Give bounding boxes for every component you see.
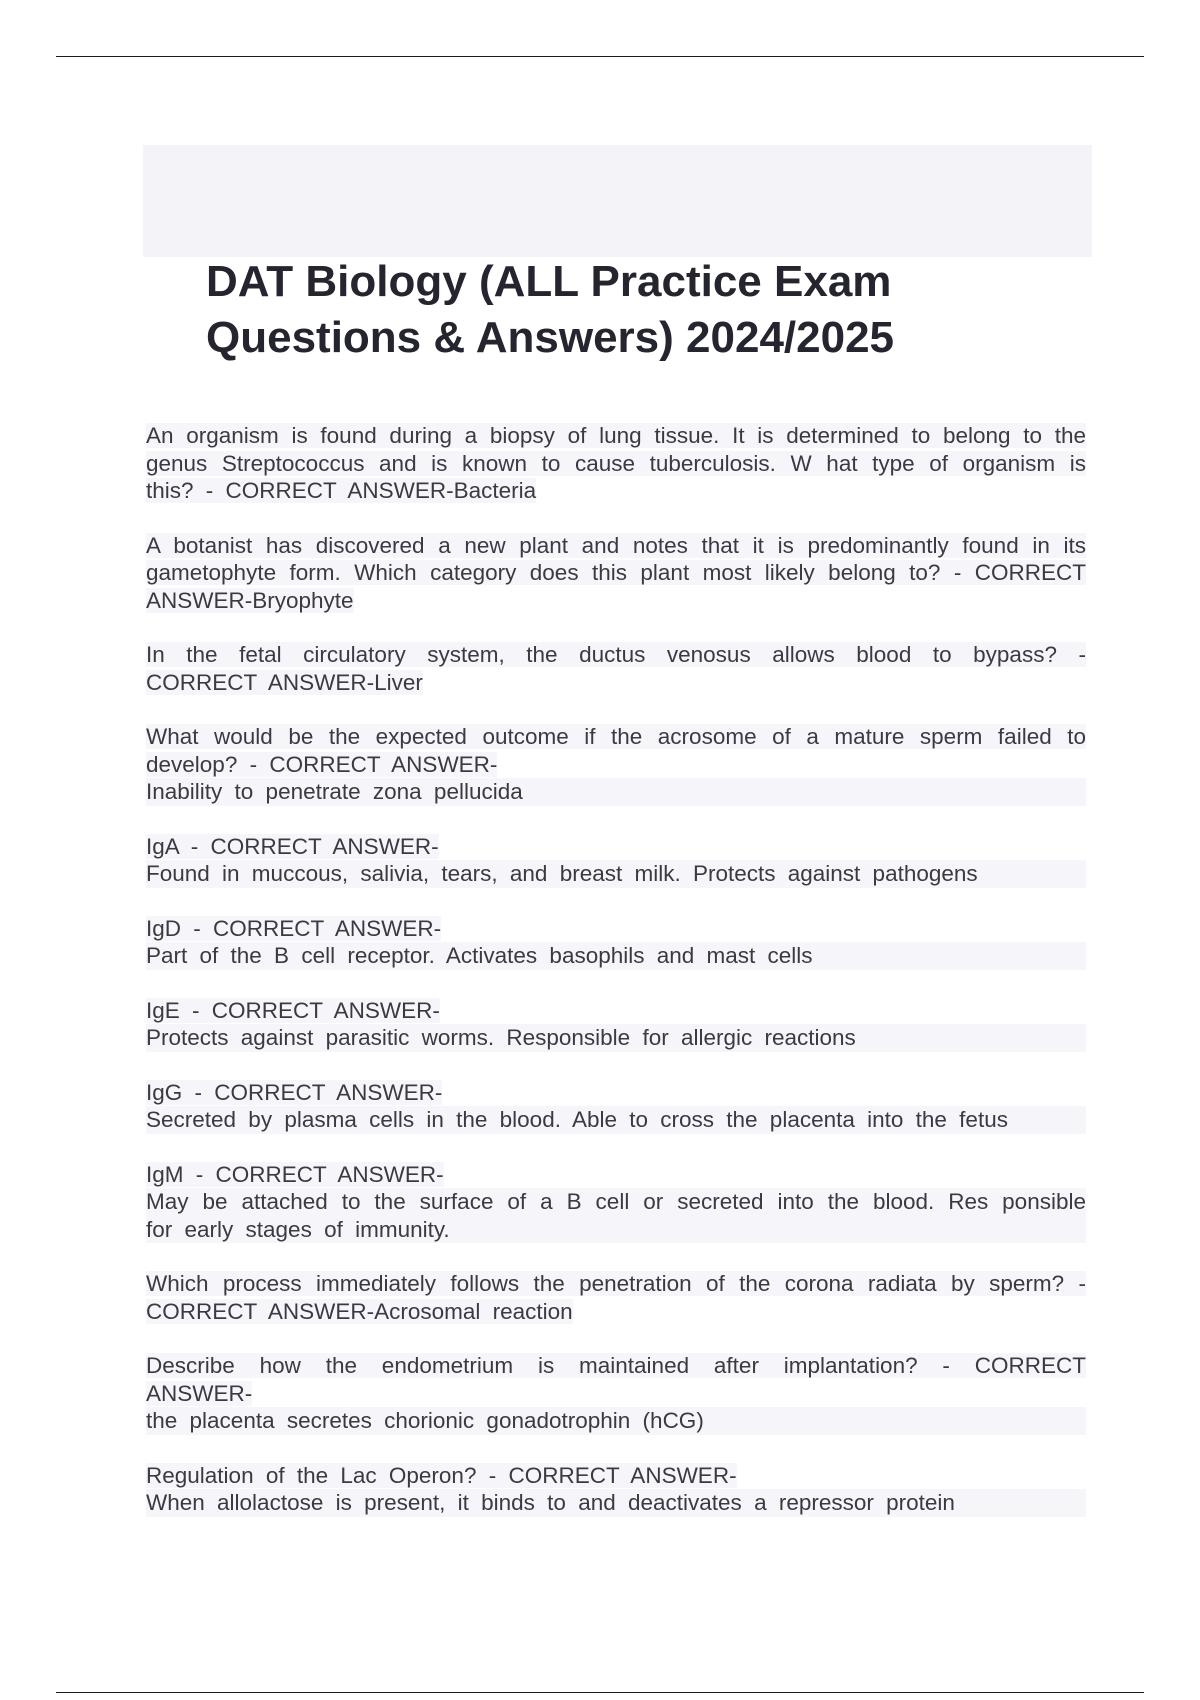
question-text: In the fetal circulatory system, the ductus venosus allows blood to bypass? - CORRECT ANSWER-Liver bbox=[146, 642, 1086, 695]
question-text: IgD - CORRECT ANSWER- bbox=[146, 915, 442, 941]
top-rule bbox=[56, 56, 1144, 57]
qa-item bbox=[146, 1079, 1086, 1134]
qa-item bbox=[146, 641, 1086, 696]
qa-item bbox=[146, 422, 1086, 505]
qa-list bbox=[146, 422, 1086, 1544]
answer-text: Found in muccous, salivia, tears, and breast milk. Protects against pathogens bbox=[146, 860, 1086, 888]
answer-text: Protects against parasitic worms. Responsible for allergic reactions bbox=[146, 1024, 1086, 1052]
document-title bbox=[206, 254, 1106, 366]
answer-text: the placenta secretes chorionic gonadotrophin (hCG) bbox=[146, 1407, 1086, 1435]
question-text: What would be the expected outcome if the acrosome of a mature sperm failed to develop? - CORRECT ANSWER- bbox=[146, 724, 1086, 777]
qa-item bbox=[146, 532, 1086, 615]
answer-text: Part of the B cell receptor. Activates basophils and mast cells bbox=[146, 942, 1086, 970]
qa-item bbox=[146, 1352, 1086, 1435]
question-text: Which process immediately follows the penetration of the corona radiata by sperm? - CORRECT ANSWER-Acrosomal reaction bbox=[146, 1271, 1086, 1324]
question-text: IgA - CORRECT ANSWER- bbox=[146, 833, 439, 859]
header-banner bbox=[143, 145, 1092, 257]
answer-text: Inability to penetrate zona pellucida bbox=[146, 778, 1086, 806]
qa-item bbox=[146, 723, 1086, 806]
answer-text: May be attached to the surface of a B cell or secreted into the blood. Res ponsible for early stages of immunity. bbox=[146, 1189, 1086, 1242]
qa-item bbox=[146, 833, 1086, 888]
question-text: IgG - CORRECT ANSWER- bbox=[146, 1079, 443, 1105]
qa-item bbox=[146, 997, 1086, 1052]
question-text: Describe how the endometrium is maintained after implantation? - CORRECT ANSWER- bbox=[146, 1353, 1086, 1406]
title-line-1: DAT Biology (ALL Practice Exam bbox=[206, 257, 892, 306]
bottom-rule bbox=[56, 1692, 1144, 1693]
question-text: IgM - CORRECT ANSWER- bbox=[146, 1161, 444, 1187]
qa-item bbox=[146, 1270, 1086, 1325]
qa-item bbox=[146, 915, 1086, 970]
answer-text: Secreted by plasma cells in the blood. Able to cross the placenta into the fetus bbox=[146, 1106, 1086, 1134]
question-text: Regulation of the Lac Operon? - CORRECT ANSWER- bbox=[146, 1462, 737, 1488]
qa-item bbox=[146, 1161, 1086, 1244]
qa-item bbox=[146, 1462, 1086, 1517]
question-text: An organism is found during a biopsy of lung tissue. It is determined to belong to the genus Streptococcus and is known to cause tuberculosis. W hat type of organism is this? - CORRECT ANSWER-Bacteria bbox=[146, 423, 1086, 503]
answer-text: When allolactose is present, it binds to and deactivates a repressor protein bbox=[146, 1489, 1086, 1517]
question-text: IgE - CORRECT ANSWER- bbox=[146, 997, 440, 1023]
question-text: A botanist has discovered a new plant and notes that it is predominantly found in its gametophyte form. Which category does this plant most likely belong to? - CORRECT ANSWER-Bryophyte bbox=[146, 532, 1086, 613]
title-line-2: Questions & Answers) 2024/2025 bbox=[206, 313, 895, 362]
